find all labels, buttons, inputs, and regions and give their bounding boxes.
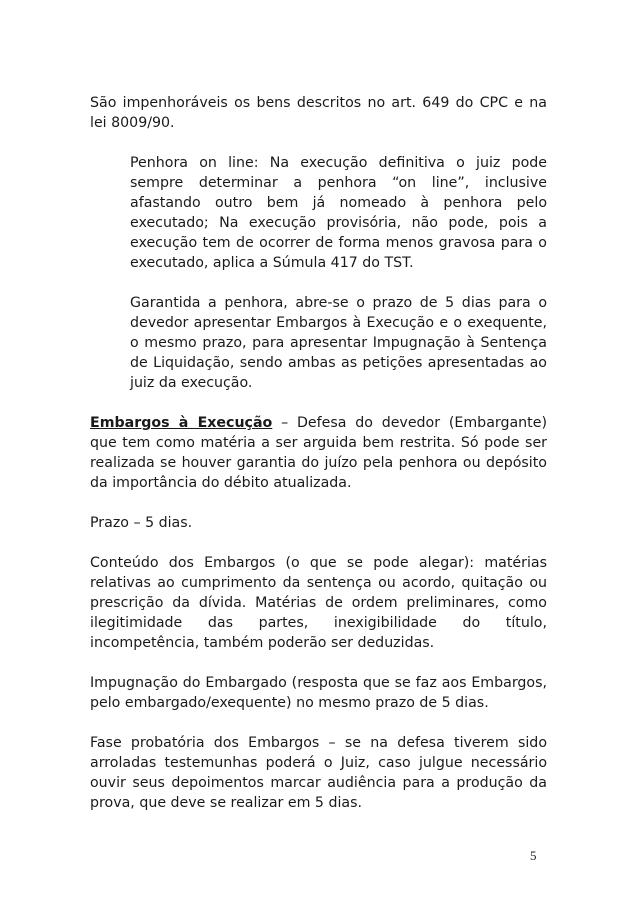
paragraph-penhora-online: Penhora on line: Na execução definitiva o juiz pode sempre determinar a penhora “on line”, inclusive afastando outro bem já nomeado à penhora pelo executado; Na execução provisória, não pode, pois a execução tem de ocorrer de forma menos gravosa para o executado, aplica a Súmula 417 do TST. (130, 155, 547, 271)
page-number: 5 (530, 848, 537, 863)
paragraph-embargos-execucao (90, 413, 547, 493)
paragraph-impugnacao-embargado: Impugnação do Embargado (resposta que se faz aos Embargos, pelo embargado/exequente) no mesmo prazo de 5 dias. (90, 675, 547, 711)
embargos-execucao-text: – Defesa do devedor (Embargante) que tem como matéria a ser arguida bem restrita. Só pode ser realizada se houver garantia do juízo pela penhora ou depósito da importância do débito atualizada. (90, 415, 547, 491)
paragraph-fase-probatoria: Fase probatória dos Embargos – se na defesa tiverem sido arroladas testemunhas poderá o Juiz, caso julgue necessário ouvir seus depoimentos marcar audiência para a produção da prova, que deve se realizar em 5 dias. (90, 735, 547, 811)
embargos-execucao-label: Embargos à Execução (90, 415, 273, 431)
paragraph-garantida-penhora: Garantida a penhora, abre-se o prazo de 5 dias para o devedor apresentar Embargos à Execução e o exequente, o mesmo prazo, para apresentar Impugnação à Sentença de Liquidação, sendo ambas as petições apresentadas ao juiz da execução. (130, 295, 547, 391)
paragraph-impenhoraveis: São impenhoráveis os bens descritos no art. 649 do CPC e na lei 8009/90. (90, 95, 547, 131)
paragraph-conteudo-embargos: Conteúdo dos Embargos (o que se pode alegar): matérias relativas ao cumprimento da sentença ou acordo, quitação ou prescrição da dívida. Matérias de ordem preliminares, como ilegitimidade das partes, inexigibilidade do título, incompetência, também poderão ser deduzidas. (90, 555, 547, 651)
paragraph-prazo: Prazo – 5 dias. (90, 515, 193, 531)
document-body (90, 93, 547, 813)
